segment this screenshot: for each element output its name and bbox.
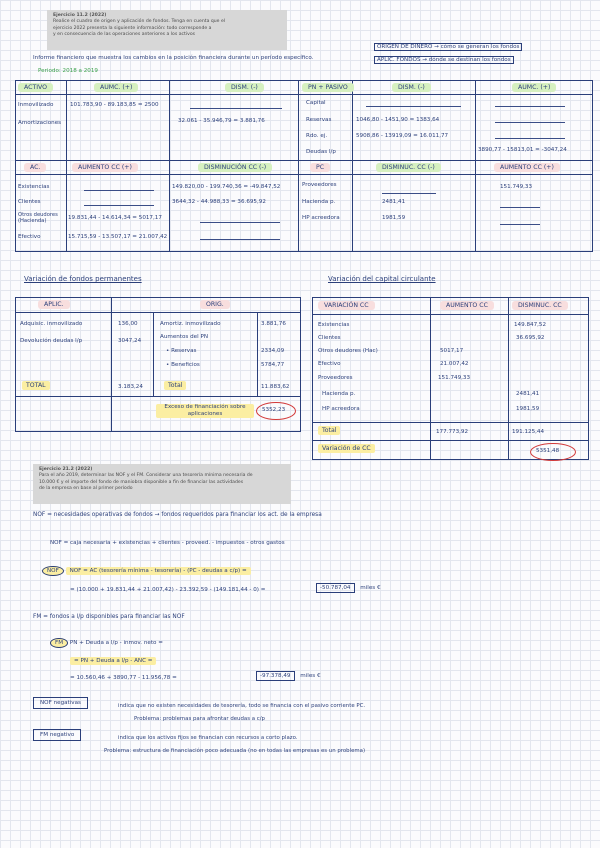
nof-formula-1: NOF = caja necesaria + existencias + clientes - proveed. - impuestos - otros gastos — [50, 540, 285, 546]
calc-ac-aum-1: 19.831,44 - 14.614,34 = 5017,17 — [68, 215, 162, 221]
wc-variation-val: 5351,48 — [536, 448, 560, 454]
wc-row-efectivo: Efectivo — [318, 361, 341, 367]
exercise-statement-1-line: ejercicio 2022 presenta la siguiente información: todo corresponde a — [53, 25, 212, 31]
note-aplicacion: APLIC. FONDOS → dónde se destinan los fondos — [374, 57, 514, 63]
nof-result: -50.787,04 miles € — [316, 585, 381, 591]
excess-financing-note: Exceso de financiación sobre aplicaciones — [156, 404, 254, 418]
period-label: Periodo: 2018 a 2019 — [38, 68, 98, 74]
wc-dism-hp: 1981,59 — [516, 406, 540, 412]
exercise-statement-2-line: Para el año 2019, determinar las NOF y el FM. Considerar una tesorería mínima necesaria de — [39, 473, 253, 479]
row-reservas: Reservas — [306, 117, 332, 123]
header-ac: AC. — [24, 164, 46, 171]
nof-formula-3: = (10.000 + 19.831,44 + 21.007,42) - 23.392,59 - (149.181,44 - 0) = — [70, 587, 266, 593]
val-adquisic: 136,00 — [118, 321, 138, 327]
calc-pn-aum: 3890,77 - 15813,01 = -3047,24 — [478, 147, 567, 153]
wc-dism-clientes: 36.695,92 — [516, 335, 545, 341]
wc-variation-label: Variación de CC — [318, 445, 375, 452]
wc-total-aum: 177.773,92 — [436, 429, 469, 435]
row-hp-acreedora: HP acreedora — [302, 215, 340, 221]
exercise-statement-2-title: Ejercicio 21.2 (2022) — [39, 467, 93, 472]
wc-dism-existencias: 149.847,52 — [514, 322, 547, 328]
conclusion-nof-problem: Problema: problemas para afrontar deudas a c/p — [134, 716, 265, 722]
nof-formula-2: NOF NOF = AC (tesorería mínima - tesorería) - (PC - deudas a c/p) = — [42, 568, 251, 574]
row-inmovilizado: Inmovilizado — [18, 102, 54, 108]
header-disminuc-cc-3: DISMINUC. CC — [512, 302, 568, 309]
calc-pc-aum-1: 151.749,33 — [500, 184, 533, 190]
fm-formula-1: FM PN + Deuda a l/p - inmov. neto = — [50, 640, 163, 646]
calc-ac-dism-1: 149.820,00 - 199.740,36 = -49.847,52 — [172, 184, 281, 190]
row-devolucion-deudas: Devolución deudas l/p — [20, 338, 83, 344]
header-disminucion-cc: DISMINUCIÓN CC (-) — [198, 164, 272, 171]
exercise-statement-2-line: de la empresa en base al primer período — [39, 486, 133, 492]
val-beneficios: 5784,77 — [261, 362, 285, 368]
fm-definition: FM = fondos a l/p disponibles para financiar las NOF — [33, 614, 185, 620]
row-otros-deudores: Otros deudores (Hacienda) — [18, 212, 58, 224]
calc-pc-dism-1: 2481,41 — [382, 199, 406, 205]
exercise-statement-1-line: y en consecuencia de las operaciones anteriores a los activos — [53, 32, 196, 38]
header-aumento-cc-2: AUMENTO CC (+) — [494, 164, 560, 171]
wc-row-proveedores: Proveedores — [318, 375, 353, 381]
wc-aum-otros: 5017,17 — [440, 348, 464, 354]
header-pn-pasivo: PN + PASIVO — [302, 84, 354, 91]
total-label-right: Total — [164, 382, 186, 389]
val-amortiz: 3.881,76 — [261, 321, 286, 327]
nof-unit: miles € — [360, 585, 381, 591]
calc-ac-aum-2: 15.715,59 - 13.507,17 = 21.007,42 — [68, 234, 168, 240]
section-capital-circulante-title: Variación del capital circulante — [328, 275, 436, 283]
header-dism-2: DISM. (-) — [392, 84, 431, 91]
conclusion-nof-text: indica que no existen necesidades de tesorería, todo se financia con el pasivo corriente PC. — [118, 703, 366, 709]
val-devolucion: 3047,24 — [118, 338, 142, 344]
row-deudas-lp: Deudas l/p — [306, 149, 336, 155]
conclusion-fm-problem: Problema: estructura de financiación poco adecuada (no en todas las empresas es un problema) — [104, 748, 366, 754]
wc-aum-proveedores: 151.749,33 — [438, 375, 471, 381]
total-right-val: 11.883,62 — [261, 384, 290, 390]
wc-aum-efectivo: 21.007,42 — [440, 361, 469, 367]
row-clientes: Clientes — [18, 199, 41, 205]
header-aumento-cc-3: AUMENTO CC — [440, 302, 494, 309]
fm-formula-2: = PN + Deuda a l/p - ANC = — [70, 658, 156, 664]
header-aumc: AUMC. (+) — [94, 84, 138, 91]
conclusion-fm-label: FM negativo — [33, 732, 81, 738]
total-left-val: 3.183,24 — [118, 384, 143, 390]
header-aumento-cc: AUMENTO CC (+) — [72, 164, 138, 171]
wc-row-otros-deudores: Otros deudores (Hac) — [318, 348, 378, 354]
header-pc: PC — [310, 164, 330, 171]
row-amortizaciones: Amortizaciones — [18, 120, 62, 126]
header-orig: ORIG. — [200, 301, 230, 308]
wc-row-hacienda-p: Hacienda p. — [322, 391, 356, 397]
header-activo: ACTIVO — [18, 84, 53, 91]
wc-total-dism: 191.125,44 — [512, 429, 545, 435]
conclusion-nof-label: NOF negativas — [33, 700, 88, 706]
calc-dism-amort: 32.061 - 35.946,79 = 3.881,76 — [178, 118, 265, 124]
excess-financing-val: 5352,23 — [262, 407, 286, 413]
row-capital: Capital — [306, 100, 326, 106]
exercise-statement-1-line: Realice el cuadro de origen y aplicación de fondos. Tenga en cuenta que el — [53, 19, 226, 25]
wc-row-clientes: Clientes — [318, 335, 341, 341]
section-fondos-permanentes-title: Variación de fondos permanentes — [24, 275, 142, 283]
exercise-statement-2-line: 10.000 € y el importe del fondo de maniobra disponible a fin de financiar las actividades — [39, 479, 244, 485]
row-proveedores: Proveedores — [302, 182, 337, 188]
fm-unit: miles € — [300, 673, 321, 679]
fm-formula-3: = 10.560,46 + 3890,77 - 11.956,78 = — [70, 675, 177, 681]
conclusion-fm-text: indica que los activos fijos se financian con recursos a corto plazo. — [118, 735, 298, 741]
calc-aumc-inmov: 101.783,90 - 89.183,85 = 2500 — [70, 102, 159, 108]
val-reservas: 2334,09 — [261, 348, 285, 354]
header-aumc-2: AUMC. (+) — [512, 84, 556, 91]
row-amortiz-inmov: Amortiz. inmovilizado — [160, 321, 221, 327]
calc-pc-dism-2: 1981,59 — [382, 215, 406, 221]
wc-row-hp-acreedora: HP acreedora — [322, 406, 360, 412]
header-dism: DISM. (-) — [225, 84, 264, 91]
row-adquisic-inmov: Adquisic. inmovilizado — [20, 321, 83, 327]
nof-definition: NOF = necesidades operativas de fondos → fondos requeridos para financiar los act. de la empresa — [33, 512, 322, 518]
row-rdo-ej: Rdo. ej. — [306, 133, 328, 139]
exercise-statement-1-title: Ejercicio 11.2 (2022) — [53, 13, 107, 18]
row-beneficios: • Beneficios — [166, 362, 200, 368]
fm-result: -97.378,49 miles € — [256, 673, 321, 679]
row-efectivo: Efectivo — [18, 234, 41, 240]
wc-total-label: Total — [318, 427, 340, 434]
row-hacienda-p: Hacienda p. — [302, 199, 336, 205]
total-label-left: TOTAL — [22, 382, 50, 389]
wc-dism-hacienda: 2481,41 — [516, 391, 540, 397]
row-aumentos-pn: Aumentos del PN — [160, 334, 208, 340]
calc-pn-dism-2: 5908,86 - 13919,09 = 16.011,77 — [356, 133, 449, 139]
calc-pn-dism-1: 1046,80 - 1451,90 = 1383,64 — [356, 117, 440, 123]
row-reservas-2: • Reservas — [166, 348, 197, 354]
exercise-statement-2 — [33, 464, 291, 504]
calc-ac-dism-2: 3644,32 - 44.988,33 = 36.695,92 — [172, 199, 266, 205]
wc-row-existencias: Existencias — [318, 322, 350, 328]
header-variacion-cc: VARIACIÓN CC — [318, 302, 375, 309]
intro-text: Informe financiero que muestra los cambios en la posición financiera durante un período específico. — [33, 55, 314, 61]
note-origen: ORIGEN DE DINERO → cómo se generan los fondos — [374, 44, 522, 50]
exercise-statement-1 — [47, 10, 287, 50]
header-aplic: APLIC. — [38, 301, 70, 308]
header-disminuc-cc: DISMINUC. CC (-) — [376, 164, 441, 171]
row-existencias: Existencias — [18, 184, 50, 190]
